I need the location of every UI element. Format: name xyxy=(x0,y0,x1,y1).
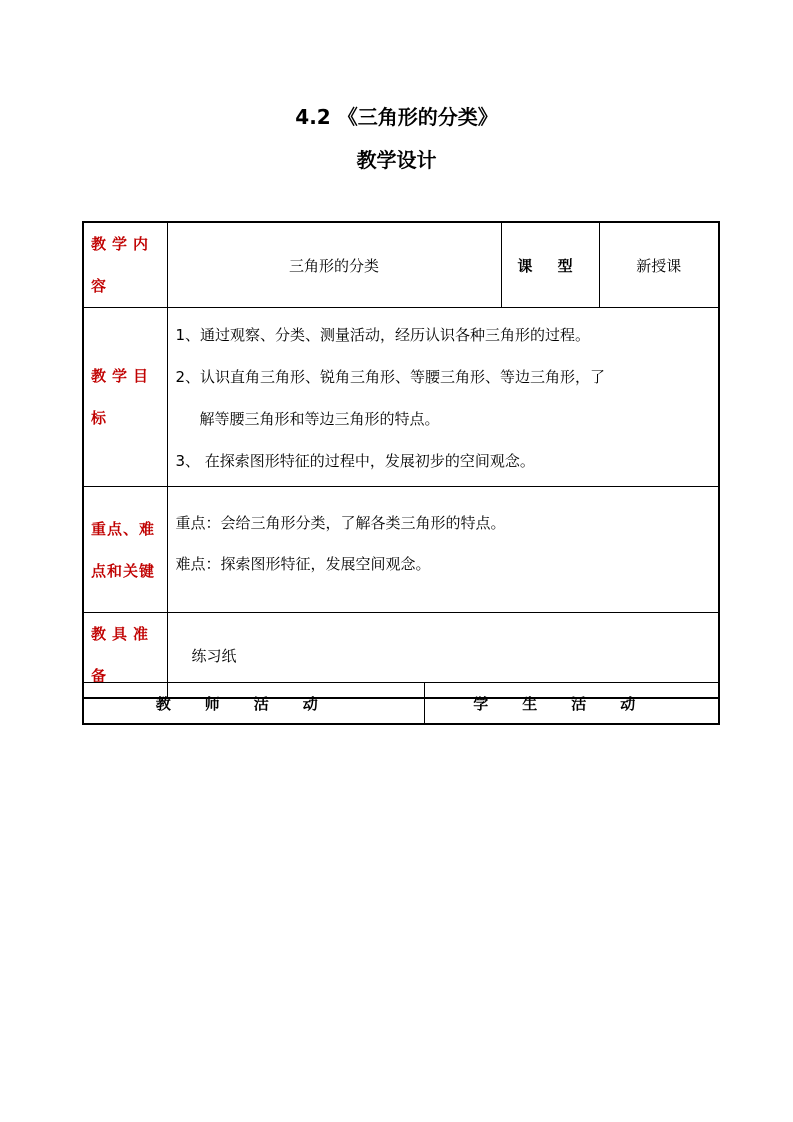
keys-cell xyxy=(167,487,719,613)
document-title: 4.2 《三角形的分类》 xyxy=(295,105,498,129)
objective-line-2: 2、认识直角三角形、锐角三角形、等腰三角形、等边三角形，了 xyxy=(175,368,606,386)
content-label: 教学内容 xyxy=(83,222,167,308)
content-row xyxy=(83,222,719,308)
activity-table xyxy=(82,682,720,725)
tools-label: 教具准备 xyxy=(83,613,167,699)
document-subtitle: 教学设计 xyxy=(356,148,437,172)
difficult-point: 难点：探索图形特征，发展空间观念。 xyxy=(175,555,431,573)
teacher-activity-header: 教师活动 xyxy=(83,683,424,725)
objective-line-3: 解等腰三角形和等边三角形的特点。 xyxy=(199,410,440,428)
content-value: 三角形的分类 xyxy=(167,222,501,308)
student-activity-header: 学生活动 xyxy=(424,683,719,725)
objectives-cell xyxy=(167,308,719,487)
activity-header-row xyxy=(83,683,719,725)
type-value: 新授课 xyxy=(599,222,719,308)
key-point: 重点：会给三角形分类，了解各类三角形的特点。 xyxy=(175,514,506,532)
type-label: 课 型 xyxy=(501,222,599,308)
lesson-plan-table xyxy=(82,221,720,699)
objectives-row xyxy=(83,308,719,487)
objective-line-1: 1、通过观察、分类、测量活动，经历认识各种三角形的过程。 xyxy=(175,326,591,344)
objective-line-4: 3、 在探索图形特征的过程中，发展初步的空间观念。 xyxy=(175,452,535,470)
objectives-label: 教学目标 xyxy=(83,308,167,487)
keys-row xyxy=(83,487,719,613)
tools-value: 练习纸 xyxy=(167,613,719,699)
keys-label: 重点、难点和关键 xyxy=(83,487,167,613)
